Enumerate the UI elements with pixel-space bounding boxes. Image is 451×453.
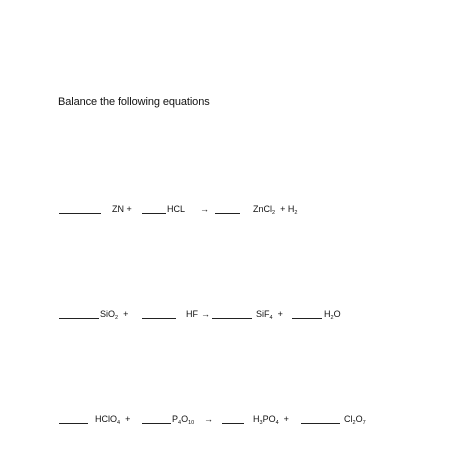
coefficient-blank[interactable] bbox=[142, 318, 176, 319]
equation-3 bbox=[0, 413, 451, 427]
reactant-2: $P_4O_{10}$ bbox=[172, 414, 195, 426]
coefficient-blank[interactable] bbox=[59, 318, 99, 319]
product-1: SiF$_4$ + bbox=[256, 309, 283, 321]
page-title: Balance the following equations bbox=[58, 96, 210, 108]
reactant-1: SiO$_2$ + bbox=[100, 309, 129, 321]
coefficient-blank[interactable] bbox=[59, 423, 88, 424]
coefficient-blank[interactable] bbox=[292, 318, 322, 319]
coefficient-blank[interactable] bbox=[142, 423, 171, 424]
product-2: $Cl_2O_7$ bbox=[344, 414, 366, 426]
coefficient-blank[interactable] bbox=[212, 318, 252, 319]
product-1: $H_3PO_4$ + bbox=[253, 414, 289, 426]
equation-1 bbox=[0, 203, 451, 217]
equation-2 bbox=[0, 308, 451, 322]
coefficient-blank[interactable] bbox=[222, 423, 244, 424]
coefficient-blank[interactable] bbox=[59, 213, 101, 214]
reaction-arrow: → bbox=[204, 414, 213, 424]
coefficient-blank[interactable] bbox=[215, 213, 240, 214]
coefficient-blank[interactable] bbox=[301, 423, 340, 424]
product-2: $H_2O$ bbox=[324, 309, 341, 321]
coefficient-blank[interactable] bbox=[142, 213, 166, 214]
product-1: ZnCl$_2$ + $H_2$ bbox=[253, 204, 298, 216]
reactant-1: HClO$_4$ + bbox=[95, 414, 131, 426]
reaction-arrow: → bbox=[200, 204, 209, 214]
reactant-2: HCL bbox=[167, 204, 186, 214]
reactant-1: ZN + bbox=[112, 204, 132, 214]
reactant-2: HF bbox=[186, 309, 198, 319]
reaction-arrow: → bbox=[201, 309, 210, 319]
